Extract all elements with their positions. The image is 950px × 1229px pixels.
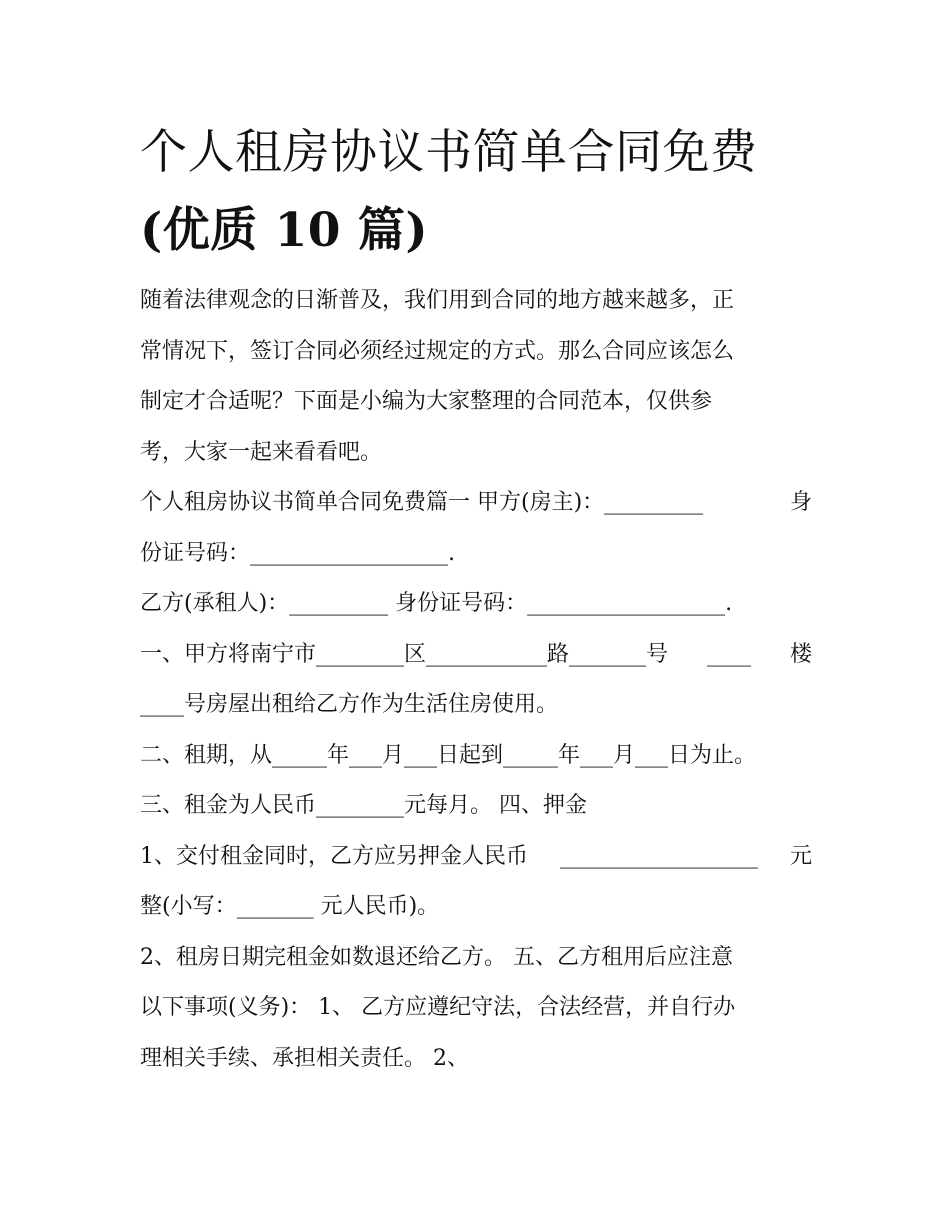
party-b-text: 乙方(承租人)：_________: [140, 591, 389, 616]
clause-3-line: 三、租金为人民币________元每月。 四、押金: [140, 793, 587, 818]
deposit-1-blank: __________________: [559, 843, 758, 869]
intro-line-3: 制定才合适呢？下面是小编为大家整理的合同范本，仅供参: [140, 389, 713, 414]
document-title: [140, 114, 820, 270]
deposit-1-line-2: 整(小写：_______ 元人民币)。: [140, 894, 440, 919]
title-line-2: [140, 192, 820, 270]
party-a-id-line: 份证号码：__________________.: [140, 540, 455, 566]
clause-1-blank: ____: [707, 641, 751, 667]
deposit-1-text: 1、交付租金同时，乙方应另押金人民币: [140, 843, 528, 869]
clause-1-floor: 楼: [789, 641, 812, 667]
title-line-2-open: (优质: [140, 203, 275, 258]
party-a-text: 个人租房协议书简单合同免费篇一 甲方(房主)：_________: [140, 490, 704, 515]
intro-line-1: 随着法律观念的日渐普及，我们用到合同的地方越来越多，正: [140, 288, 735, 313]
title-line-2-close: 篇): [341, 203, 429, 258]
intro-line-4: 考，大家一起来看看吧。: [140, 439, 383, 465]
title-line-1: 个人租房协议书简单合同免费: [140, 125, 758, 180]
clause-2-line: 二、租期，从_____年___月___日起到_____年___月___日为止。: [140, 742, 757, 768]
clause-1-line-1: [140, 630, 812, 681]
party-b-id: 身份证号码：__________________.: [395, 591, 733, 616]
document-body: [140, 276, 812, 1084]
deposit-2-line-2: 以下事项(义务)： 1、 乙方应遵纪守法，合法经营，并自行办: [140, 995, 736, 1020]
deposit-1-unit: 元: [789, 843, 812, 869]
party-a-tail: 身: [789, 490, 812, 515]
clause-1-line-2: ____号房屋出租给乙方作为生活住房使用。: [140, 692, 559, 717]
deposit-1-line-1: [140, 832, 812, 883]
deposit-2-line-3: 理相关手续、承担相关责任。 2、: [140, 1045, 469, 1071]
party-a-line: [140, 478, 812, 529]
title-line-2-count: 10: [274, 203, 342, 258]
clause-1-address: 一、甲方将南宁市________区___________路_______号: [140, 641, 669, 667]
party-b-line: [140, 579, 812, 630]
deposit-2-line-1: 2、租房日期完租金如数退还给乙方。 五、乙方租用后应注意: [140, 944, 733, 970]
intro-line-2: 常情况下，签订合同必须经过规定的方式。那么合同应该怎么: [140, 338, 735, 364]
